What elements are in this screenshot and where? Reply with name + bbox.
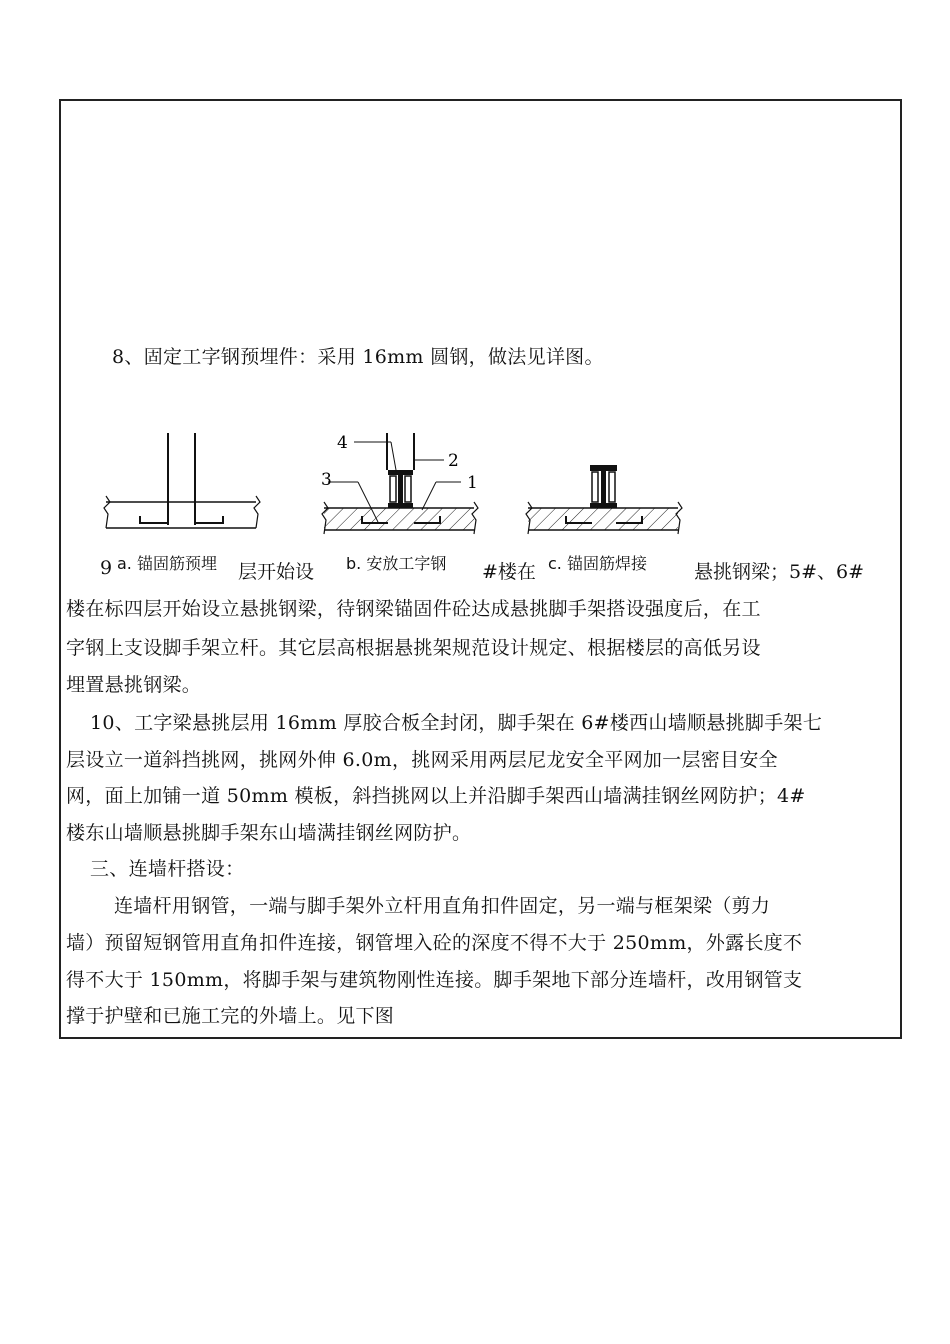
item-10-line-3: 网，面上加铺一道 50mm 模板，斜挡挑网以上并沿脚手架西山墙满挂钢丝网防护；4# <box>66 785 806 807</box>
detail-c-drawing <box>526 465 682 534</box>
item-9-fragment-1: 9 <box>100 557 113 579</box>
item-9-line-2: 字钢上支设脚手架立杆。其它层高根据悬挑架规范设计规定、根据楼层的高低另设 <box>66 637 761 659</box>
section-3-title: 三、连墙杆搭设： <box>90 858 245 880</box>
caption-c: c. 锚固筋焊接 <box>546 551 649 574</box>
label-2: 2 <box>448 451 459 471</box>
label-1: 1 <box>467 473 478 493</box>
caption-b: b. 安放工字钢 <box>344 551 448 574</box>
section-3-line-4: 撑于护壁和已施工完的外墙上。见下图 <box>66 1005 395 1027</box>
item-9-line-3: 埋置悬挑钢梁。 <box>66 674 202 696</box>
item-9-fragment-3: #楼在 <box>482 561 536 583</box>
caption-a: a. 锚固筋预埋 <box>115 551 219 574</box>
item-10-line-2: 层设立一道斜挡挑网，挑网外伸 6.0m，挑网采用两层尼龙安全平网加一层密目安全 <box>66 749 778 771</box>
label-3: 3 <box>321 470 332 490</box>
section-3-line-3: 得不大于 150mm，将脚手架与建筑物刚性连接。脚手架地下部分连墙杆，改用钢管支 <box>66 969 803 991</box>
section-3-line-2: 墙）预留短钢管用直角扣件连接，钢管埋入砼的深度不得不大于 250mm，外露长度不 <box>66 932 803 954</box>
item-9-fragment-4: 悬挑钢梁；5#、6# <box>694 561 865 583</box>
item-10-line-4: 楼东山墙顺悬挑脚手架东山墙满挂钢丝网防护。 <box>66 822 472 844</box>
item-9-line-1: 楼在标四层开始设立悬挑钢梁，待钢梁锚固件砼达成悬挑脚手架搭设强度后，在工 <box>66 598 761 620</box>
item-10-line-1: 10、工字梁悬挑层用 16mm 厚胶合板全封闭，脚手架在 6#楼西山墙顺悬挑脚手架七 <box>90 712 823 734</box>
anchor-detail-figure <box>96 430 696 540</box>
label-4: 4 <box>337 433 348 453</box>
detail-a-drawing <box>104 433 260 528</box>
detail-b-drawing <box>321 433 478 534</box>
item-9-fragment-2: 层开始设 <box>238 561 315 583</box>
item-8-text: 8、固定工字钢预埋件：采用 16mm 圆钢，做法见详图。 <box>112 346 604 368</box>
section-3-line-1: 连墙杆用钢管，一端与脚手架外立杆用直角扣件固定，另一端与框架梁（剪力 <box>114 895 771 917</box>
